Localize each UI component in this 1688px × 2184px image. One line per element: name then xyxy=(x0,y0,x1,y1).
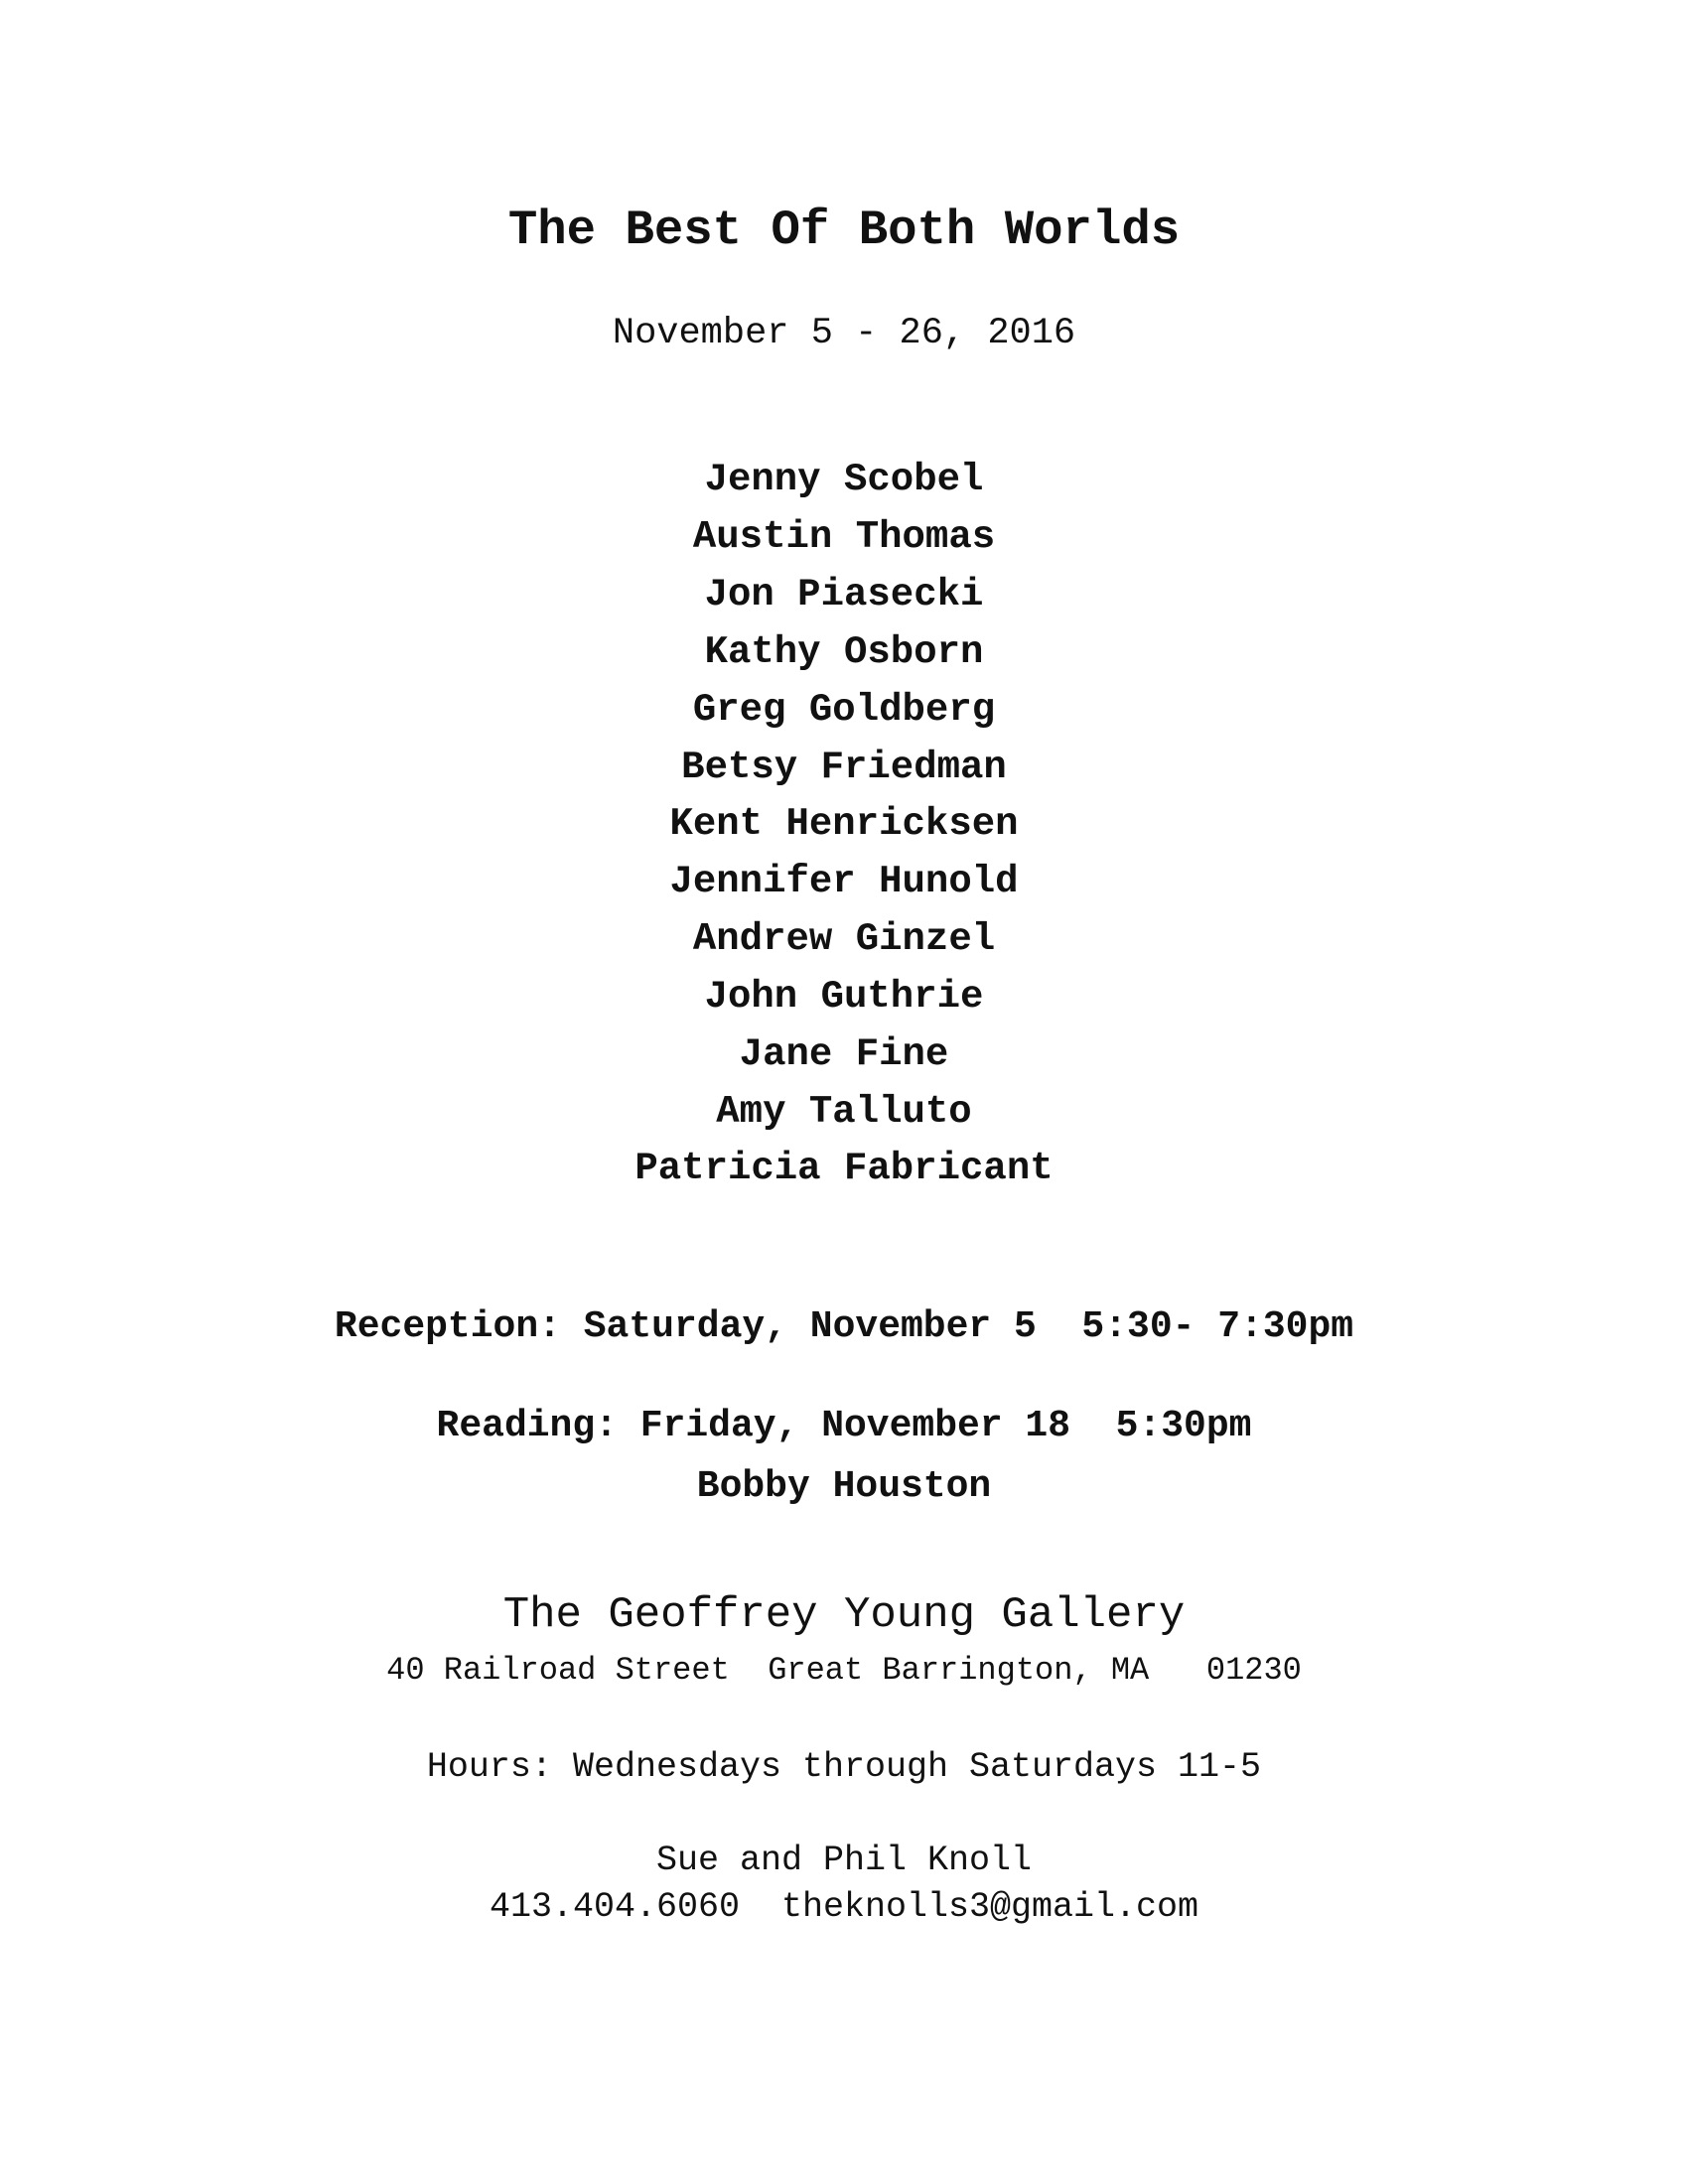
artist-name: Kent Henricksen xyxy=(669,802,1019,846)
artist-name: Jennifer Hunold xyxy=(669,860,1019,903)
contact-phone-email: 413.404.6060 theknolls3@gmail.com xyxy=(489,1887,1199,1927)
artist-name: Jenny Scobel xyxy=(704,458,984,501)
artist-name: Kathy Osborn xyxy=(704,630,984,674)
reception-info: Reception: Saturday, November 5 5:30- 7:30pm xyxy=(334,1305,1354,1348)
artist-name: Andrew Ginzel xyxy=(692,917,996,961)
artist-name: Jon Piasecki xyxy=(704,573,984,616)
gallery-hours: Hours: Wednesdays through Saturdays 11-5 xyxy=(426,1747,1262,1787)
artist-name: Patricia Fabricant xyxy=(634,1147,1054,1190)
page-title: The Best Of Both Worlds xyxy=(507,203,1181,258)
artist-name: Betsy Friedman xyxy=(681,746,1007,789)
contact-names: Sue and Phil Knoll xyxy=(655,1841,1033,1880)
gallery-name: The Geoffrey Young Gallery xyxy=(502,1590,1186,1640)
artist-name: Jane Fine xyxy=(739,1032,949,1076)
artist-name: John Guthrie xyxy=(704,975,984,1019)
reader-name: Bobby Houston xyxy=(696,1465,992,1508)
artist-name: Austin Thomas xyxy=(692,515,996,559)
reading-info: Reading: Friday, November 18 5:30pm xyxy=(436,1405,1252,1447)
artist-name: Amy Talluto xyxy=(716,1090,972,1134)
gallery-address: 40 Railroad Street Great Barrington, MA 01230 xyxy=(386,1652,1302,1689)
artist-name: Greg Goldberg xyxy=(692,688,996,732)
exhibition-dates: November 5 - 26, 2016 xyxy=(612,313,1076,354)
